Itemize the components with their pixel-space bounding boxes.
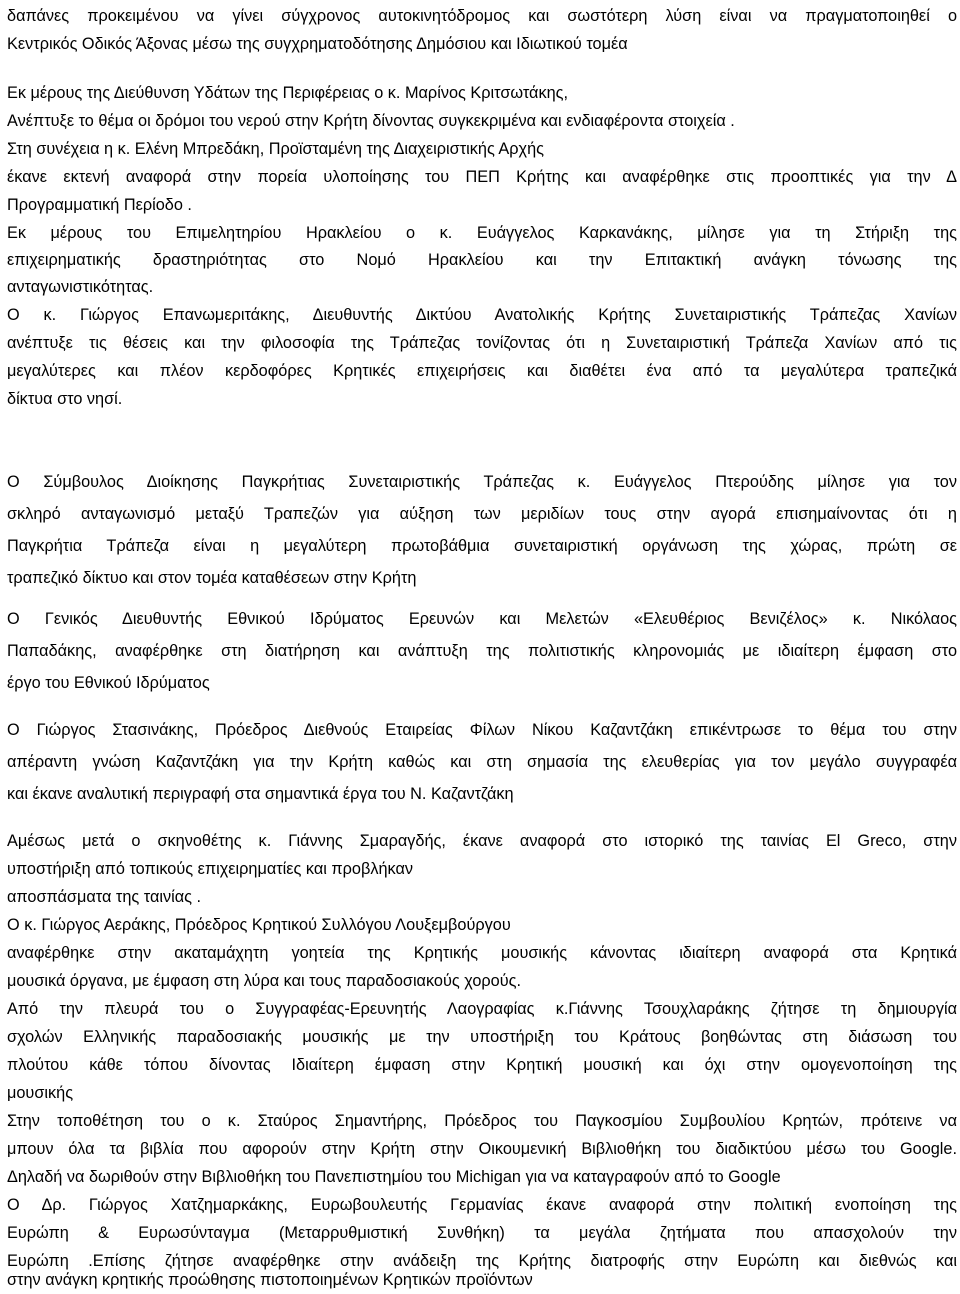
text-line: Ο κ. Γιώργος Αεράκης, Πρόεδρος Κρητικού Συλλόγου Λουξεμβούργου bbox=[7, 916, 511, 934]
text-line: Παπαδάκης, αναφέρθηκε στη διατήρηση και ανάπτυξη της πολιτιστικής κληρονομιάς με ιδιαίτερη έμφαση στο bbox=[7, 642, 957, 660]
text-line: Ευρώπη & Ευρωσύνταγμα (Μεταρρυθμιστική Συνθήκη) τα μεγάλα ζητήματα που απασχολούν την bbox=[7, 1224, 957, 1242]
text-line: Ο Δρ. Γιώργος Χατζημαρκάκης, Ευρωβουλευτής Γερμανίας έκανε αναφορά στην πολιτική ενοποίηση της bbox=[7, 1196, 957, 1214]
text-line: ανέπτυξε τις θέσεις και την φιλοσοφία της Τράπεζας τονίζοντας ότι η Συνεταιριστική Τράπεζα Χανίων από τις bbox=[7, 334, 957, 352]
text-line: υποστήριξη από τοπικούς επιχειρηματίες και προβλήκαν bbox=[7, 860, 414, 878]
text-line: και έκανε αναλυτική περιγραφή στα σημαντικά έργα του Ν. Καζαντζάκη bbox=[7, 785, 514, 803]
text-line: Από την πλευρά του ο Συγγραφέας-Ερευνητής Λαογραφίας κ.Γιάννης Τσουχλαράκης ζήτησε τη δημιουργία bbox=[7, 1000, 957, 1018]
text-line: Αμέσως μετά ο σκηνοθέτης κ. Γιάννης Σμαραγδής, έκανε αναφορά στο ιστορικό της ταινίας El Greco, στην bbox=[7, 832, 957, 850]
text-line: Παγκρήτια Τράπεζα είναι η μεγαλύτερη πρωτοβάθμια συνεταιριστική οργάνωση της χώρας, πρώτη σε bbox=[7, 537, 957, 555]
text-line: Ο Γενικός Διευθυντής Εθνικού Ιδρύματος Ερευνών και Μελετών «Ελευθέριος Βενιζέλος» κ. Νικόλαος bbox=[7, 610, 957, 628]
text-line: απέραντη γνώση Καζαντζάκη για την Κρήτη καθώς και στη σημασία της ελευθερίας για τον μεγάλο συγγραφέα bbox=[7, 753, 957, 771]
text-line: Ευρώπη .Επίσης ζήτησε αναφέρθηκε στην ανάδειξη της Κρήτης διατροφής στην Ευρώπη και διεθνώς και bbox=[7, 1252, 957, 1270]
text-line: Δηλαδή να δωριθούν στην Βιβλιοθήκη του Πανεπιστημίου του Michigan για να καταγραφούν από το Google bbox=[7, 1168, 781, 1186]
text-line: Ανέπτυξε το θέμα οι δρόμοι του νερού στην Κρήτη δίνοντας συγκεκριμένα και ενδιαφέροντα στοιχεία . bbox=[7, 112, 735, 130]
text-line: δίκτυα στο νησί. bbox=[7, 390, 123, 408]
text-line: Ο κ. Γιώργος Επανωμεριτάκης, Διευθυντής Δικτύου Ανατολικής Κρήτης Συνεταιριστικής Τράπεζας Χανίων bbox=[7, 306, 957, 324]
text-line: μουσικά όργανα, με έμφαση στη λύρα και τους παραδοσιακούς χορούς. bbox=[7, 972, 521, 990]
text-line: Στην τοποθέτηση του ο κ. Σταύρος Σημαντήρης, Πρόεδρος του Παγκοσμίου Συμβουλίου Κρητών, πρότεινε να bbox=[7, 1112, 957, 1130]
text-line: αναφέρθηκε στην ακαταμάχητη γοητεία της Κρητικής μουσικής κάνοντας ιδιαίτερη αναφορά στα Κρητικά bbox=[7, 944, 957, 962]
text-line: έκανε εκτενή αναφορά στην πορεία υλοποίησης του ΠΕΠ Κρήτης και αναφέρθηκε στις προοπτικές για την Δ bbox=[7, 168, 957, 186]
text-line: Στη συνέχεια η κ. Ελένη Μπρεδάκη, Προϊσταμένη της Διαχειριστικής Αρχής bbox=[7, 140, 544, 158]
text-line: ανταγωνιστικότητας. bbox=[7, 278, 154, 296]
text-line: τραπεζικό δίκτυο και στον τομέα καταθέσεων στην Κρήτη bbox=[7, 569, 417, 587]
text-line: έργο του Εθνικού Ιδρύματος bbox=[7, 674, 210, 692]
text-line: Ο Γιώργος Στασινάκης, Πρόεδρος Διεθνούς Εταιρείας Φίλων Νίκου Καζαντζάκη επικέντρωσε το θέμα του στην bbox=[7, 721, 957, 739]
text-line: σχολών Ελληνικής παραδοσιακής μουσικής με την υποστήριξη του Κράτους βοηθώντας στη διάσωση του bbox=[7, 1028, 957, 1046]
text-line: μπουν όλα τα βιβλία που αφορούν στην Κρήτη στην Οικουμενική Βιβλιοθήκη του διαδικτύου μέσω του Google. bbox=[7, 1140, 957, 1158]
text-line: Προγραμματική Περίοδο . bbox=[7, 196, 192, 214]
text-line: επιχειρηματικής δραστηριότητας στο Νομό Ηρακλείου και την Επιτακτική ανάγκη τόνωσης της bbox=[7, 251, 957, 269]
text-line: σκληρό ανταγωνισμό μεταξύ Τραπεζών για αύξηση των μεριδίων τους στην αγορά επισημαίνοντας ότι η bbox=[7, 505, 957, 523]
text-line: πλούτου κάθε τόπου δίνοντας Ιδιαίτερη έμφαση στην Κρητική μουσική και όχι στην ομογενοποίηση της bbox=[7, 1056, 957, 1074]
text-line: μουσικής bbox=[7, 1084, 74, 1102]
text-line: αποσπάσματα της ταινίας . bbox=[7, 888, 202, 906]
text-line: Εκ μέρους της Διεύθυνση Υδάτων της Περιφέρειας ο κ. Μαρίνος Κριτσωτάκης, bbox=[7, 84, 569, 102]
text-line: Κεντρικός Οδικός Άξονας μέσω της συγχρηματοδότησης Δημόσιου και Ιδιωτικού τομέα bbox=[7, 35, 628, 53]
text-line: δαπάνες προκειμένου να γίνει σύγχρονος αυτοκινητόδρομος και σωστότερη λύση είναι να πραγματοποιηθεί ο bbox=[7, 7, 957, 25]
text-line: Εκ μέρους του Επιμελητηρίου Ηρακλείου ο κ. Ευάγγελος Καρκανάκης, μίλησε για τη Στήριξη της bbox=[7, 224, 957, 242]
text-line: Ο Σύμβουλος Διοίκησης Παγκρήτιας Συνεταιριστικής Τράπεζας κ. Ευάγγελος Πτερούδης μίλησε για τον bbox=[7, 473, 957, 491]
text-line: μεγαλύτερες και πλέον κερδοφόρες Κρητικές επιχειρήσεις και διαθέτει ένα από τα μεγαλύτερα τραπεζικά bbox=[7, 362, 957, 380]
text-line: στην ανάγκη κρητικής προώθησης πιστοποιημένων Κρητικών προϊόντων bbox=[7, 1271, 533, 1289]
